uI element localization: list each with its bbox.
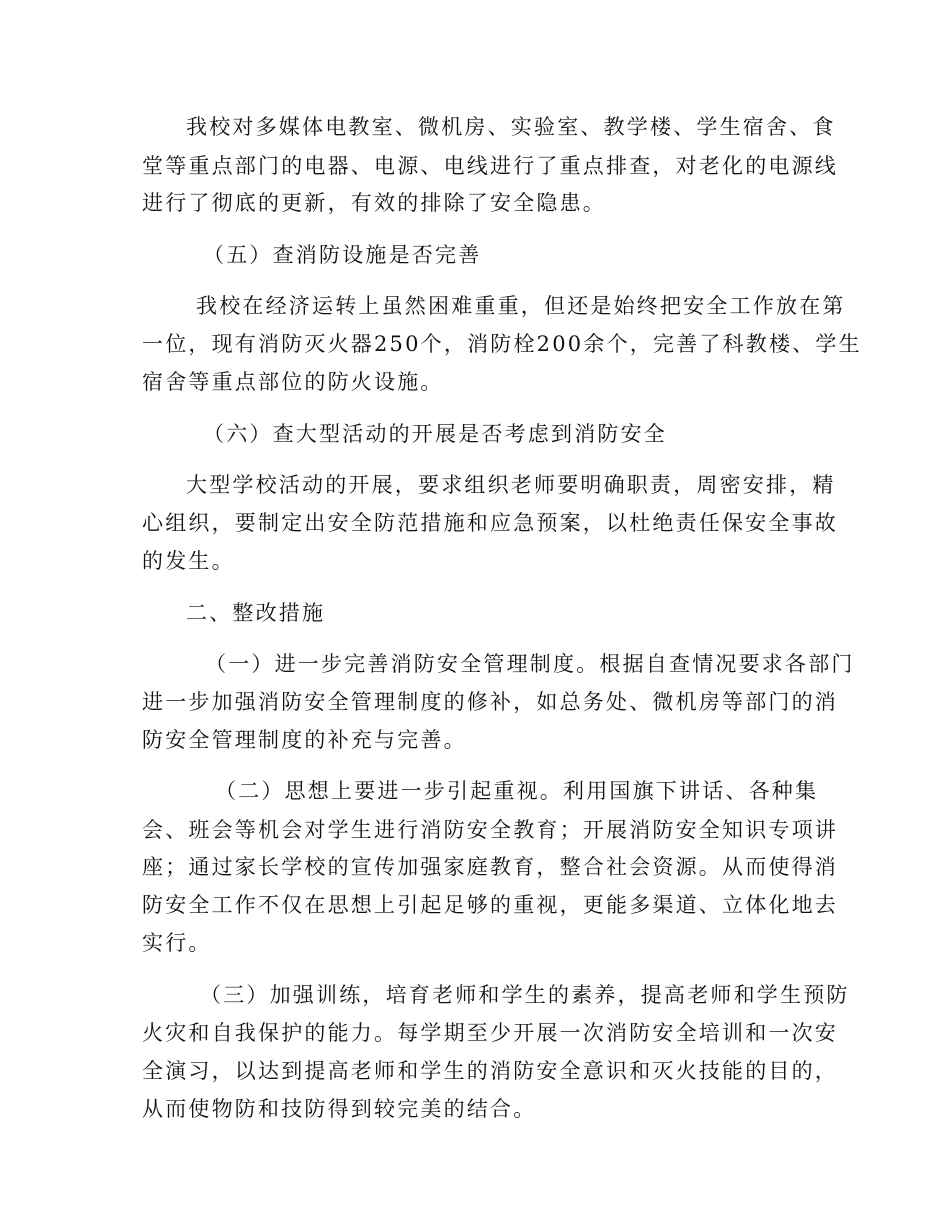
paragraph-line: 进行了彻底的更新，有效的排除了安全隐患。 xyxy=(142,191,606,215)
paragraph-line: 的发生。 xyxy=(142,549,235,573)
section-heading: （五）查消防设施是否完善 xyxy=(203,243,482,267)
paragraph-line: 从而使物防和技防得到较完美的结合。 xyxy=(142,1097,537,1121)
paragraph-line: 进一步加强消防安全管理制度的修补，如总务处、微机房等部门的消 xyxy=(142,690,838,714)
paragraph-line: 防安全管理制度的补充与完善。 xyxy=(142,728,467,752)
paragraph-line: 全演习，以达到提高老师和学生的消防安全意识和灭火技能的目的， xyxy=(142,1059,838,1083)
paragraph-line: 堂等重点部门的电器、电源、电线进行了重点排查，对老化的电源线 xyxy=(142,154,838,178)
section-heading: 二、整改措施 xyxy=(186,601,326,625)
paragraph-line: 我校对多媒体电教室、微机房、实验室、教学楼、学生宿舍、食 xyxy=(186,115,836,139)
paragraph-line: 一位，现有消防灭火器250个，消防栓200余个，完善了科教楼、学生 xyxy=(142,332,862,356)
section-heading: （六）查大型活动的开展是否考虑到消防安全 xyxy=(203,422,667,446)
paragraph-line: 会、班会等机会对学生进行消防安全教育；开展消防安全知识专项讲 xyxy=(142,818,838,842)
paragraph-line: 火灾和自我保护的能力。每学期至少开展一次消防安全培训和一次安 xyxy=(142,1021,838,1045)
paragraph-line: （一）进一步完善消防安全管理制度。根据自查情况要求各部门 xyxy=(205,652,855,676)
paragraph-line: 心组织，要制定出安全防范措施和应急预案，以杜绝责任保安全事故 xyxy=(142,511,838,535)
paragraph-line: 我校在经济运转上虽然困难重重，但还是始终把安全工作放在第 xyxy=(196,294,846,318)
paragraph-line: 实行。 xyxy=(142,931,212,955)
paragraph-line: （二）思想上要进一步引起重视。利用国旗下讲话、各种集 xyxy=(215,779,819,803)
paragraph-line: （三）加强训练，培育老师和学生的素养，提高老师和学生预防 xyxy=(200,983,850,1007)
paragraph-line: 宿舍等重点部位的防火设施。 xyxy=(142,370,444,394)
paragraph-line: 大型学校活动的开展，要求组织老师要明确职责，周密安排，精 xyxy=(186,473,836,497)
paragraph-line: 座；通过家长学校的宣传加强家庭教育，整合社会资源。从而使得消 xyxy=(142,855,838,879)
paragraph-line: 防安全工作不仅在思想上引起足够的重视，更能多渠道、立体化地去 xyxy=(142,893,838,917)
